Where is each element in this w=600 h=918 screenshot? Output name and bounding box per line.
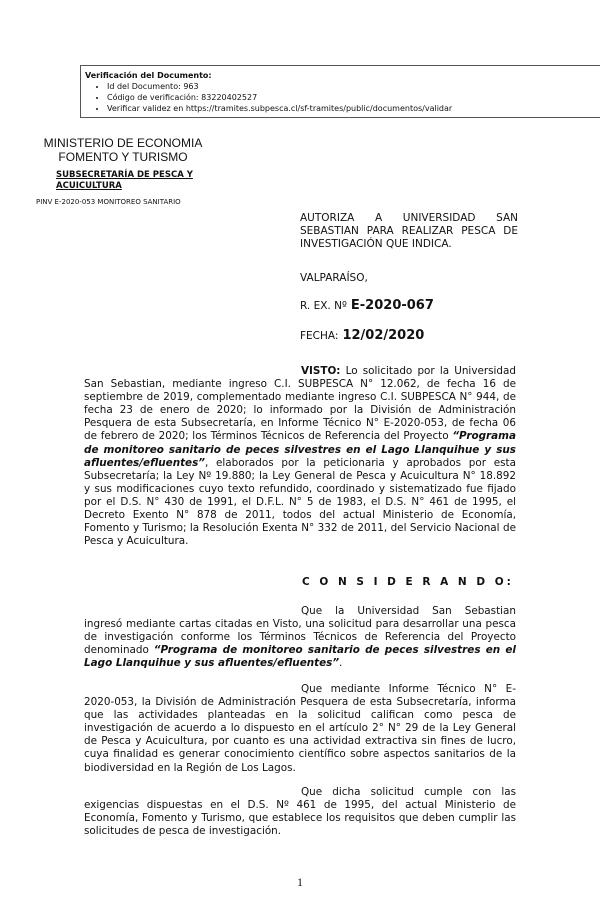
ministry-name [28,136,218,164]
verification-box [80,65,600,118]
considerando-paragraph-2 [84,683,516,775]
verification-url: • Verificar validez en https://tramites.subpesca.cl/sf-tramites/public/documentos/validar [107,103,600,114]
considerando-1-project: “Programa de monitoreo sanitario de peces silvestres en el Lago Llanquihue y sus afluentes/efluentes” [84,644,516,670]
resolution-number-value: E-2020-067 [350,298,434,313]
considerando-paragraph-1 [84,605,516,670]
verification-list [85,81,600,114]
considerando-3-text: Que dicha solicitud cumple con las exigencias dispuestas en el D.S. Nº 461 de 1995, del actual Ministerio de Economía, Fomento y Turismo, que establece los requisitos que deben cumplir las solicitudes de pesca de investigación. [84,786,516,838]
resolution-number-label: R. EX. Nº [300,300,347,312]
ministry-line-1: MINISTERIO DE ECONOMIA [43,136,203,150]
visto-text-2: , elaborados por la peticionaria y aprobados por esta Subsecretaría; la Ley Nº 19.880; la Ley General de Pesca y Acuicultura N° 18.892 y sus modificaciones cuyo texto refundido, coordinado y sistematizado fue fijado por el D.S. N° 430 de 1991, el D.F.L. N° 5 de 1983, el D.S. N° 461 de 1995, el Decreto Exento N° 878 de 2011, todos del actual Ministerio de Economía, Fomento y Turismo; la Resolución Exenta N° 332 de 2011, del Servicio Nacional de Pesca y Acuicultura. [84,456,516,548]
visto-text-1: Lo solicitado por la Universidad San Sebastian, mediante ingreso C.I. SUBPESCA N° 12.062, de fecha 16 de septiembre de 2019, complementado mediante ingreso C.I. SUBPESCA N° 944, de fecha 23 de enero de 2020; lo informado por la División de Administración Pesquera de esta Subsecretaría, en Informe Técnico N° E-2020-053, de fecha 06 de febrero de 2020; los Términos Técnicos de Referencia del Proyecto [84,365,516,443]
visto-label: VISTO: [301,365,341,377]
considerando-paragraph-3 [84,786,516,838]
considerando-1-end: . [339,657,343,670]
considerando-2-text: Que mediante Informe Técnico N° E-2020-053, la División de Administración Pesquera de esta Subsecretaría, informa que las actividades planteadas en la solicitud califican como pesca de investigación de acuerdo a lo dispuesto en el artículo 2° N° 29 de la Ley General de Pesca y Acuicultura, por cuanto es una actividad extractiva sin fines de lucro, cuya finalidad es generar conocimiento científico sobre aspectos sanitarios de la biodiversidad en la Región de Los Lagos. [84,683,516,774]
verification-code: • Código de verificación: 83220402527 [107,92,600,103]
considerando-1-text: Que la Universidad San Sebastian ingresó mediante cartas citadas en Visto, una solicitud para desarrollar una pesca de investigación conforme los Términos Técnicos de Referencia del Proyecto denominado [84,605,516,657]
ministry-line-2: FOMENTO Y TURISMO [58,150,188,164]
resolution-city: VALPARAÍSO, [300,272,368,284]
subsecretaria-name: SUBSECRETARÍA DE PESCA Y ACUICULTURA [56,170,193,191]
visto-project-title: “Programa de monitoreo sanitario de peces silvestres en el Lago Llanquihue y sus afluentes/efluentes” [84,430,516,469]
verification-title: Verificación del Documento: [85,71,212,80]
document-id: • Id del Documento: 963 [107,81,600,92]
considerando-heading: C O N S I D E R A N D O: [302,576,514,588]
resolution-date [300,328,424,343]
reference-code: PINV E-2020-053 MONITOREO SANITARIO [36,198,181,206]
resolution-subject: AUTORIZA A UNIVERSIDAD SAN SEBASTIAN PARA REALIZAR PESCA DE INVESTIGACIÓN QUE INDICA. [300,212,518,250]
page-number: 1 [297,875,303,889]
resolution-date-label: FECHA: [300,330,339,342]
resolution-number [300,298,434,313]
resolution-date-value: 12/02/2020 [342,328,425,343]
visto-paragraph [84,365,516,548]
